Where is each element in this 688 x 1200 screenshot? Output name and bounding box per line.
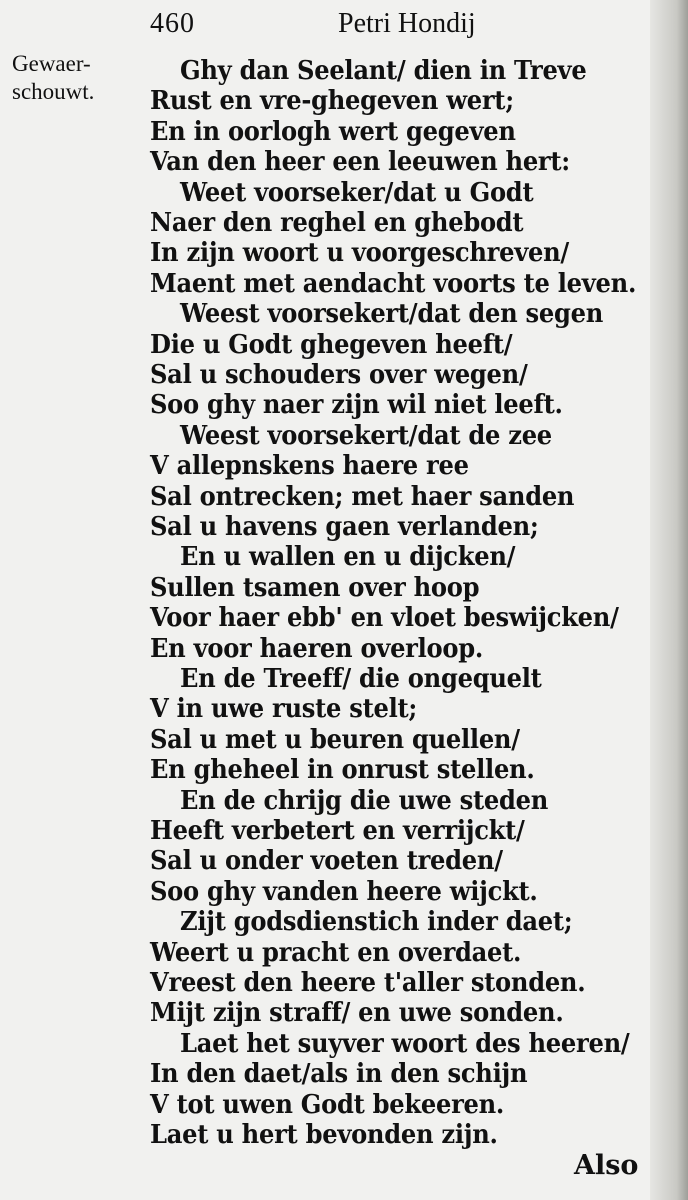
verse-line: Maent met aendacht voorts te leven. xyxy=(150,269,637,299)
verse-line: Sal ontrecken; met haer sanden xyxy=(150,482,575,512)
verse-line: Zijt godsdienstich inder daet; xyxy=(180,907,573,937)
verse-line: Weert u pracht en overdaet. xyxy=(150,938,522,968)
verse-line: Sal u met u beuren quellen/ xyxy=(150,725,520,755)
verse-line: En in oorlogh wert gegeven xyxy=(150,117,516,147)
verse-line: Weet voorseker/dat u Godt xyxy=(180,178,534,208)
margin-note-line: schouwt. xyxy=(12,79,95,104)
verse-line: Mijt zijn straff/ en uwe sonden. xyxy=(150,998,564,1028)
margin-note-line: Gewaer- xyxy=(12,51,91,76)
verse-line: Vreest den heere t'aller stonden. xyxy=(150,968,586,998)
verse-line: Sal u havens gaen verlanden; xyxy=(150,512,539,542)
verse-line: Soo ghy vanden heere wijckt. xyxy=(150,877,538,907)
verse-line: Heeft verbetert en verrijckt/ xyxy=(150,816,525,846)
verse-line: En gheheel in onrust stellen. xyxy=(150,755,535,785)
verse-line: V allepnskens haere ree xyxy=(150,451,469,481)
verse-line: Die u Godt ghegeven heeft/ xyxy=(150,330,513,360)
verse-line: Ghy dan Seelant/ dien in Treve xyxy=(180,56,587,86)
page-number: 460 xyxy=(150,8,195,39)
verse-line: Laet u hert bevonden zijn. xyxy=(150,1120,498,1150)
verse-line: Van den heer een leeuwen hert: xyxy=(150,147,570,177)
page-gutter-shadow xyxy=(650,0,688,1200)
catchword: Also xyxy=(574,1150,639,1181)
verse-line: En u wallen en u dijcken/ xyxy=(180,542,516,572)
verse-line: Sal u onder voeten treden/ xyxy=(150,846,503,876)
running-head: Petri Hondij xyxy=(338,8,476,39)
verse-line: Rust en vre-ghegeven wert; xyxy=(150,86,514,116)
verse-line: En de chrijg die uwe steden xyxy=(180,786,549,816)
verse-line: Weest voorsekert/dat de zee xyxy=(180,421,552,451)
verse-line: V tot uwen Godt bekeeren. xyxy=(150,1090,505,1120)
verse-line: Sal u schouders over wegen/ xyxy=(150,360,528,390)
verse-line: Weest voorsekert/dat den segen xyxy=(180,299,604,329)
verse-line: Voor haer ebb' en vloet beswijcken/ xyxy=(150,603,619,633)
verse-line: Soo ghy naer zijn wil niet leeft. xyxy=(150,390,563,420)
verse-line: V in uwe ruste stelt; xyxy=(150,694,418,724)
verse-line: Sullen tsamen over hoop xyxy=(150,573,480,603)
verse-line: En de Treeff/ die ongequelt xyxy=(180,664,542,694)
margin-note xyxy=(12,50,142,106)
verse-line: In den daet/als in den schijn xyxy=(150,1059,528,1089)
verse-line: Laet het suyver woort des heeren/ xyxy=(180,1029,630,1059)
verse-line: In zijn woort u voorgeschreven/ xyxy=(150,238,569,268)
verse-line: En voor haeren overloop. xyxy=(150,634,484,664)
verse-line: Naer den reghel en ghebodt xyxy=(150,208,524,238)
